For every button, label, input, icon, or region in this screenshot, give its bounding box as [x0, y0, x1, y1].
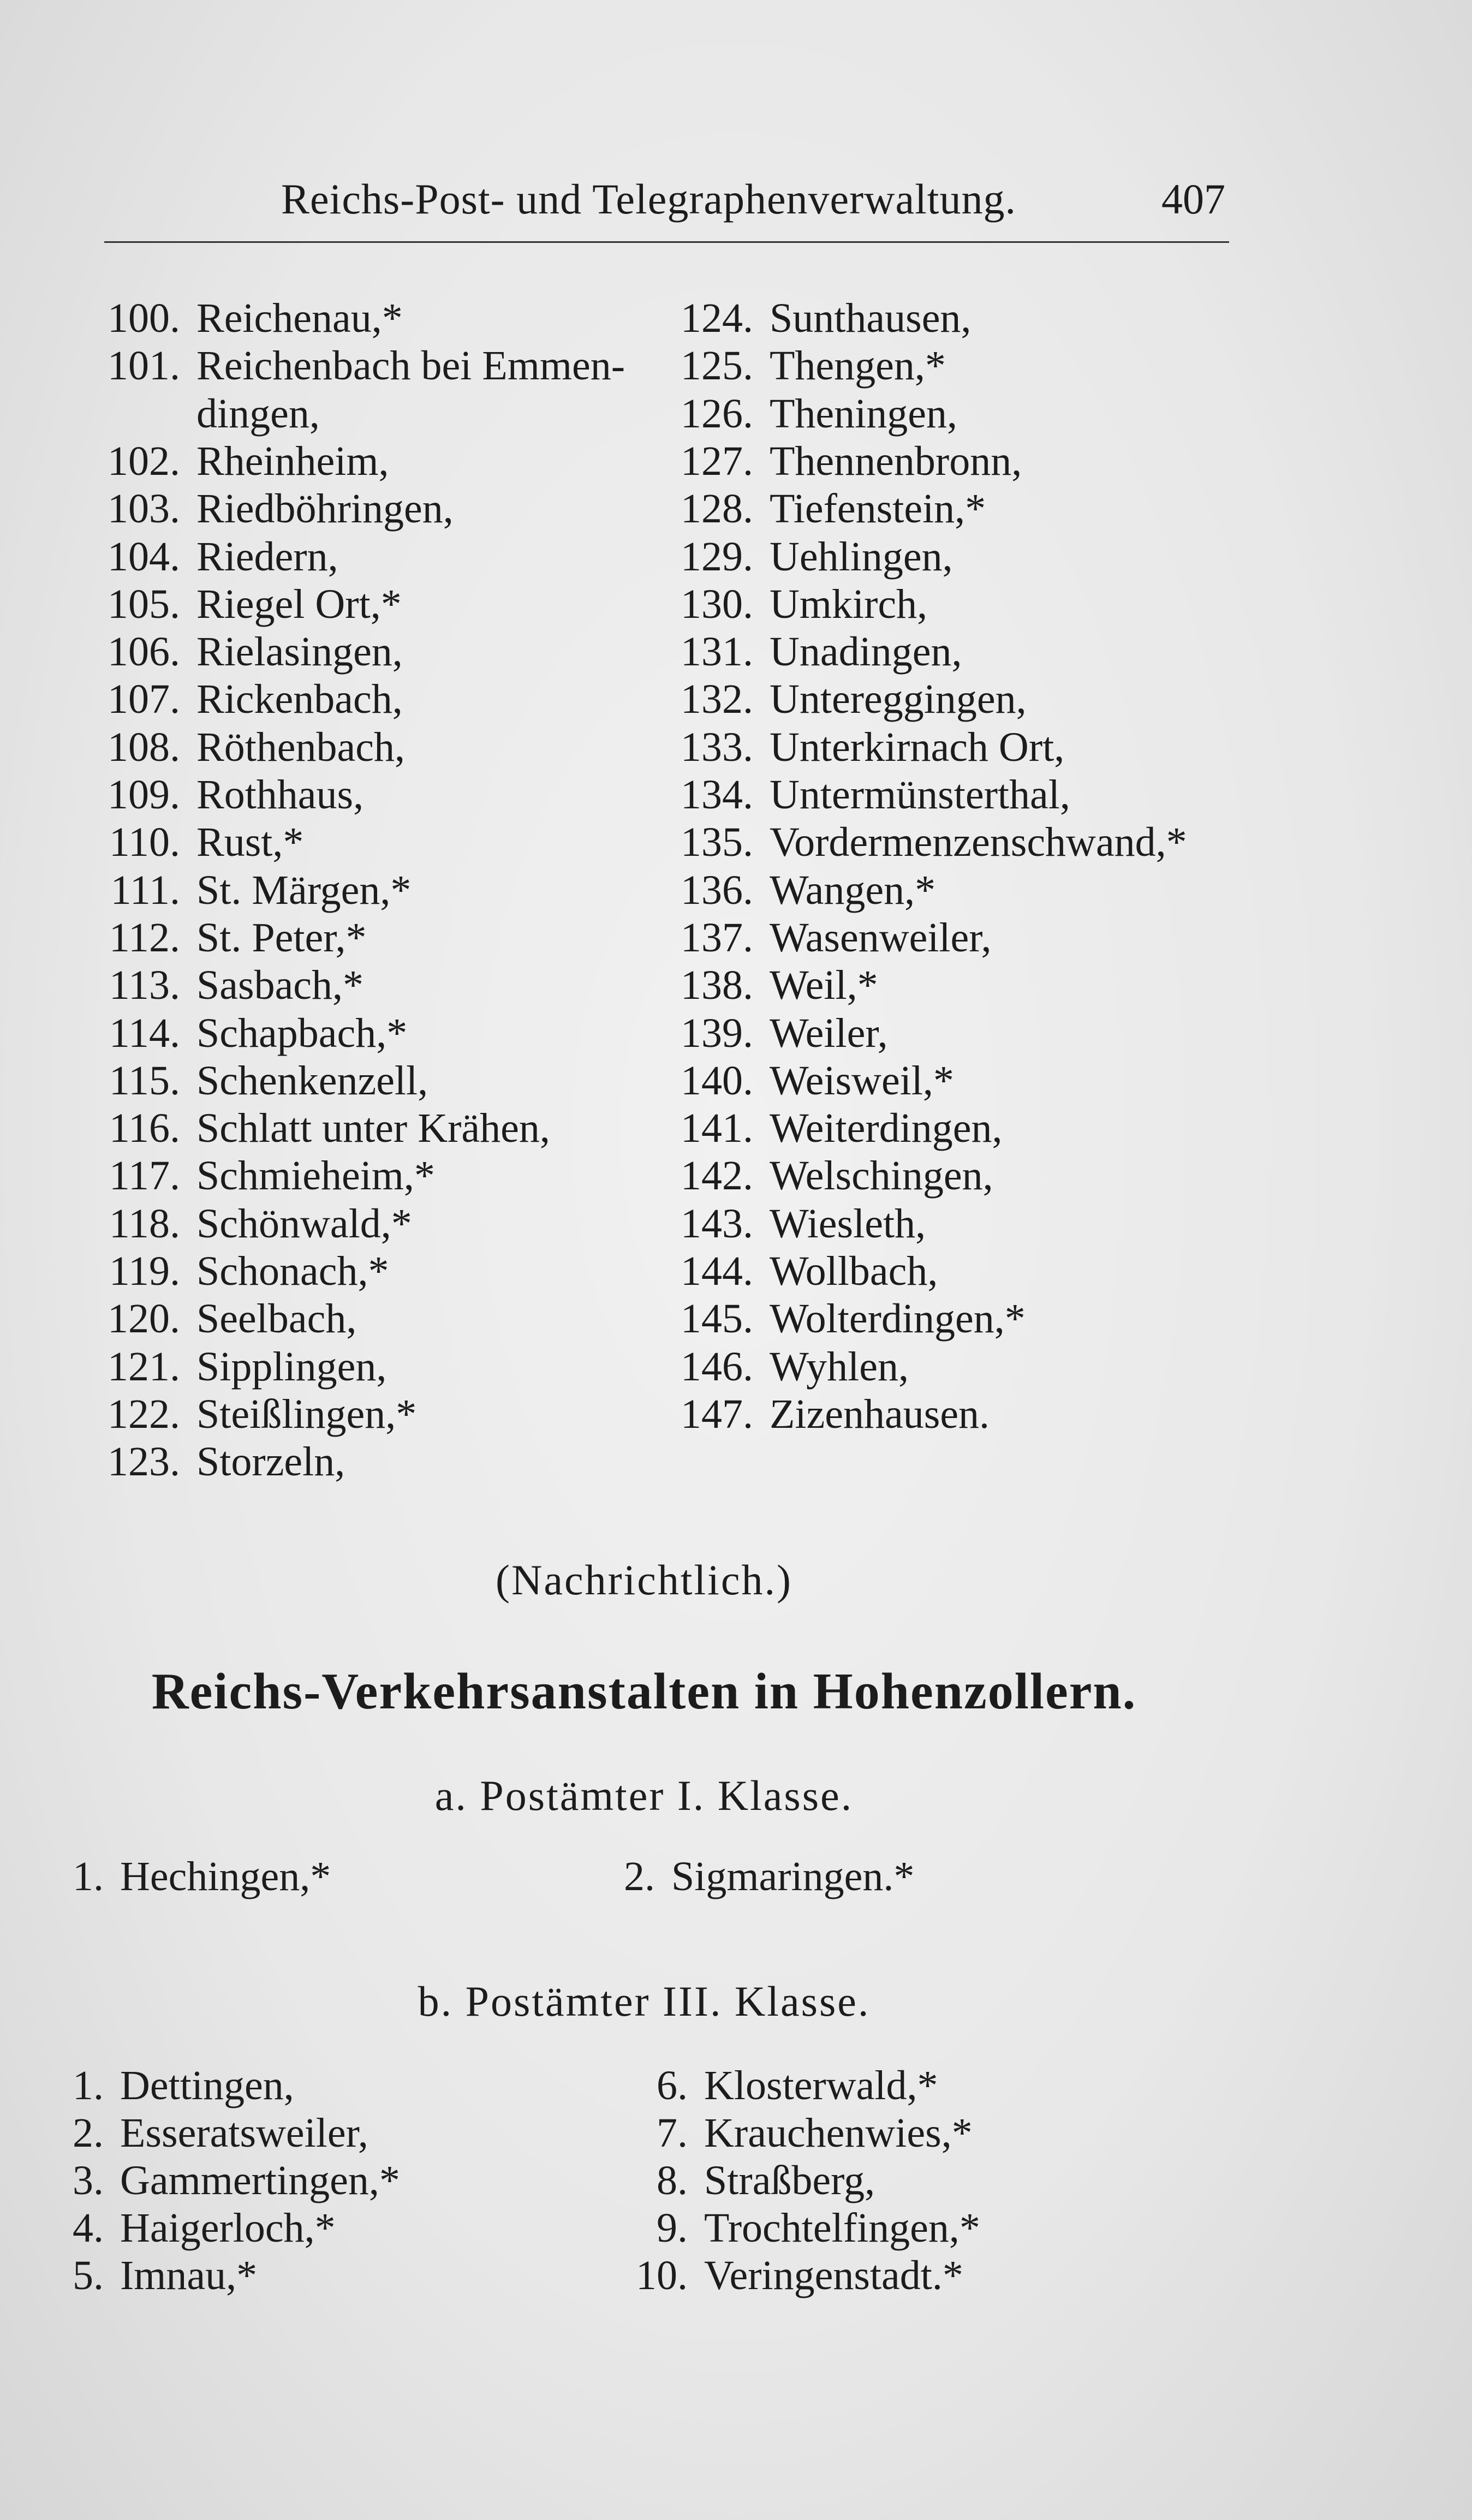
item-number: 108. [108, 724, 180, 770]
item-number: 143. [681, 1200, 753, 1247]
place-name: Storzeln, [196, 1439, 345, 1485]
place-name: Sasbach,* [196, 962, 364, 1009]
list-item [65, 1853, 331, 1901]
item-number: 120. [108, 1296, 180, 1342]
place-name: St. Peter,* [196, 914, 367, 961]
list-item [660, 1295, 1026, 1343]
list-item [660, 1105, 1003, 1152]
list-item [65, 2252, 257, 2299]
place-name: Rust,* [196, 819, 304, 866]
item-number: 137. [681, 914, 753, 961]
item-number: 2. [73, 2110, 104, 2156]
item-number: 5. [73, 2253, 104, 2298]
list-item [87, 962, 363, 1009]
list-item [87, 485, 454, 533]
place-name: Krauchenwies,* [704, 2110, 973, 2156]
list-item [87, 1105, 550, 1152]
list-item [617, 2157, 875, 2205]
item-number: 139. [681, 1010, 753, 1056]
place-name: Tiefenstein,* [770, 486, 986, 532]
class-a-heading: a. Postämter I. Klasse. [434, 1772, 854, 1819]
place-name: Rheinheim, [196, 438, 389, 484]
list-item [87, 1152, 435, 1200]
list-item [660, 819, 1187, 866]
list-item [617, 2205, 980, 2252]
list-item [660, 1152, 993, 1200]
list-item [87, 1010, 407, 1057]
place-name: Sunthausen, [770, 295, 972, 341]
place-name: Wyhlen, [770, 1343, 909, 1390]
list-item [65, 2205, 336, 2252]
place-name: Schapbach,* [196, 1010, 408, 1056]
item-number: 111. [110, 867, 180, 913]
item-number: 7. [657, 2110, 688, 2156]
class-b-heading: b. Postämter III. Klasse. [418, 1977, 871, 2025]
item-number: 105. [108, 581, 180, 627]
place-name: Untereggingen, [770, 676, 1027, 723]
place-name: Vordermenzenschwand,* [770, 819, 1187, 866]
list-item [87, 628, 403, 676]
item-number: 104. [108, 533, 180, 580]
place-name: Riedern, [196, 533, 338, 580]
place-name: Thengen,* [770, 343, 946, 389]
item-number: 130. [681, 581, 753, 627]
item-number: 102. [108, 438, 180, 484]
place-name: Trochtelfingen,* [704, 2205, 980, 2251]
item-number: 142. [681, 1153, 753, 1199]
list-item [660, 438, 1022, 485]
item-number: 138. [681, 962, 753, 1009]
list-item [660, 914, 992, 962]
list-item [660, 1391, 990, 1438]
place-name: Esseratsweiler, [120, 2110, 368, 2156]
place-name: Röthenbach, [196, 724, 406, 770]
section-title: Reichs-Verkehrsanstalten in Hohenzollern. [151, 1663, 1137, 1720]
place-name: Schlatt unter Krähen, [196, 1105, 550, 1152]
item-number: 8. [657, 2158, 688, 2203]
item-number: 134. [681, 772, 753, 818]
list-item [660, 1200, 926, 1248]
list-item [87, 724, 405, 771]
place-name: Veringenstadt.* [704, 2253, 963, 2298]
place-name: St. Märgen,* [196, 867, 412, 913]
running-header-title: Reichs-Post- und Telegraphenverwaltung. [281, 175, 1016, 223]
list-item [87, 581, 402, 628]
place-name: Schonach,* [196, 1248, 389, 1294]
item-number: 1. [73, 2063, 104, 2108]
list-item [660, 676, 1027, 723]
item-number: 140. [681, 1057, 753, 1104]
list-item [660, 342, 946, 390]
place-name: Straßberg, [704, 2158, 875, 2203]
list-item [87, 1057, 428, 1105]
place-name: Wiesleth, [770, 1200, 926, 1247]
item-number: 117. [109, 1153, 180, 1199]
place-name: dingen, [196, 390, 320, 437]
place-name: Seelbach, [196, 1296, 357, 1342]
list-item [660, 867, 935, 914]
place-name: Weiler, [770, 1010, 888, 1056]
place-name: Welschingen, [770, 1153, 993, 1199]
item-number: 9. [657, 2205, 688, 2251]
list-item [617, 2062, 938, 2110]
item-number: 1. [73, 1854, 104, 1899]
place-name: Wollbach, [770, 1248, 938, 1294]
item-number: 106. [108, 629, 180, 675]
list-item [87, 1391, 416, 1438]
list-item [87, 1343, 386, 1391]
list-item [87, 1438, 345, 1486]
place-name: Gammertingen,* [120, 2158, 400, 2203]
list-item [87, 771, 363, 819]
item-number: 109. [108, 772, 180, 818]
list-item [65, 2062, 294, 2110]
place-name: Thennenbronn, [770, 438, 1022, 484]
place-name: Rickenbach, [196, 676, 403, 723]
list-item [87, 1248, 389, 1295]
item-number: 127. [681, 438, 753, 484]
place-name: Haigerloch,* [120, 2205, 336, 2251]
item-number: 110. [109, 819, 180, 866]
place-name: Dettingen, [120, 2063, 294, 2108]
item-number: 125. [681, 343, 753, 389]
item-number: 144. [681, 1248, 753, 1294]
item-number: 141. [681, 1105, 753, 1152]
list-item [660, 771, 1070, 819]
place-name: Wangen,* [770, 867, 936, 913]
item-number: 2. [624, 1854, 655, 1899]
place-name: Hechingen,* [120, 1854, 331, 1899]
place-name: Reichenau,* [196, 295, 403, 341]
list-item [87, 342, 625, 390]
list-item [65, 2110, 368, 2157]
list-item [87, 533, 338, 581]
item-number: 135. [681, 819, 753, 866]
header-divider [104, 241, 1229, 243]
list-item [617, 1853, 914, 1901]
item-number: 131. [681, 629, 753, 675]
list-item [660, 581, 927, 628]
item-number: 114. [109, 1010, 180, 1056]
list-item [660, 724, 1064, 771]
item-number: 121. [108, 1343, 180, 1390]
place-name: Rothhaus, [196, 772, 364, 818]
place-name: Weiterdingen, [770, 1105, 1003, 1152]
page-number: 407 [1161, 175, 1225, 223]
item-number: 119. [109, 1248, 180, 1294]
list-item [87, 676, 403, 723]
place-name: Umkirch, [770, 581, 928, 627]
list-item [65, 2157, 400, 2205]
item-number: 10. [636, 2253, 688, 2298]
place-name: Theningen, [770, 390, 958, 437]
item-number: 132. [681, 676, 753, 723]
list-item [87, 1295, 356, 1343]
place-name: Steißlingen,* [196, 1391, 417, 1437]
item-number: 136. [681, 867, 753, 913]
list-item [87, 438, 389, 485]
item-number: 122. [108, 1391, 180, 1437]
place-name: Sigmaringen.* [671, 1854, 915, 1899]
place-name: Zizenhausen. [770, 1391, 990, 1437]
item-number: 129. [681, 533, 753, 580]
item-number: 145. [681, 1296, 753, 1342]
item-number: 118. [109, 1200, 180, 1247]
item-number: 6. [657, 2063, 688, 2108]
place-name: Sipplingen, [196, 1343, 387, 1390]
list-item [617, 2252, 963, 2299]
item-number: 3. [73, 2158, 104, 2203]
list-item [660, 1010, 888, 1057]
item-number: 115. [109, 1057, 180, 1104]
place-name: Unterkirnach Ort, [770, 724, 1065, 770]
place-name: Wolterdingen,* [770, 1296, 1026, 1342]
place-name: Rielasingen, [196, 629, 403, 675]
place-name: Weisweil,* [770, 1057, 954, 1104]
place-name: Unadingen, [770, 629, 962, 675]
item-number: 146. [681, 1343, 753, 1390]
item-number: 128. [681, 486, 753, 532]
list-item [87, 819, 303, 866]
item-number: 116. [109, 1105, 180, 1152]
list-item [87, 390, 320, 438]
place-name: Reichenbach bei Emmen- [196, 343, 625, 389]
item-number: 101. [108, 343, 180, 389]
list-item [660, 533, 953, 581]
place-name: Untermünsterthal, [770, 772, 1070, 818]
item-number: 133. [681, 724, 753, 770]
list-item [660, 628, 962, 676]
list-item [87, 914, 367, 962]
place-name: Riedböhringen, [196, 486, 454, 532]
place-name: Imnau,* [120, 2253, 258, 2298]
place-name: Weil,* [770, 962, 878, 1009]
item-number: 4. [73, 2205, 104, 2251]
place-name: Uehlingen, [770, 533, 953, 580]
list-item [660, 295, 971, 342]
item-number: 113. [109, 962, 180, 1009]
item-number: 103. [108, 486, 180, 532]
item-number: 126. [681, 390, 753, 437]
place-name: Schönwald,* [196, 1200, 412, 1247]
list-item [660, 962, 878, 1009]
list-item [660, 1248, 938, 1295]
place-name: Wasenweiler, [770, 914, 992, 961]
list-item [660, 390, 957, 438]
place-name: Riegel Ort,* [196, 581, 402, 627]
place-name: Schmieheim,* [196, 1153, 435, 1199]
place-name: Schenkenzell, [196, 1057, 428, 1104]
list-item [660, 1057, 954, 1105]
item-number: 112. [109, 914, 180, 961]
item-number: 124. [681, 295, 753, 341]
item-number: 123. [108, 1439, 180, 1485]
item-number: 147. [681, 1391, 753, 1437]
list-item [617, 2110, 973, 2157]
note-heading: (Nachrichtlich.) [496, 1556, 792, 1604]
place-name: Klosterwald,* [704, 2063, 938, 2108]
list-item [87, 867, 411, 914]
item-number: 107. [108, 676, 180, 723]
list-item [660, 485, 986, 533]
item-number: 100. [108, 295, 180, 341]
list-item [87, 1200, 412, 1248]
list-item [87, 295, 403, 342]
list-item [660, 1343, 909, 1391]
